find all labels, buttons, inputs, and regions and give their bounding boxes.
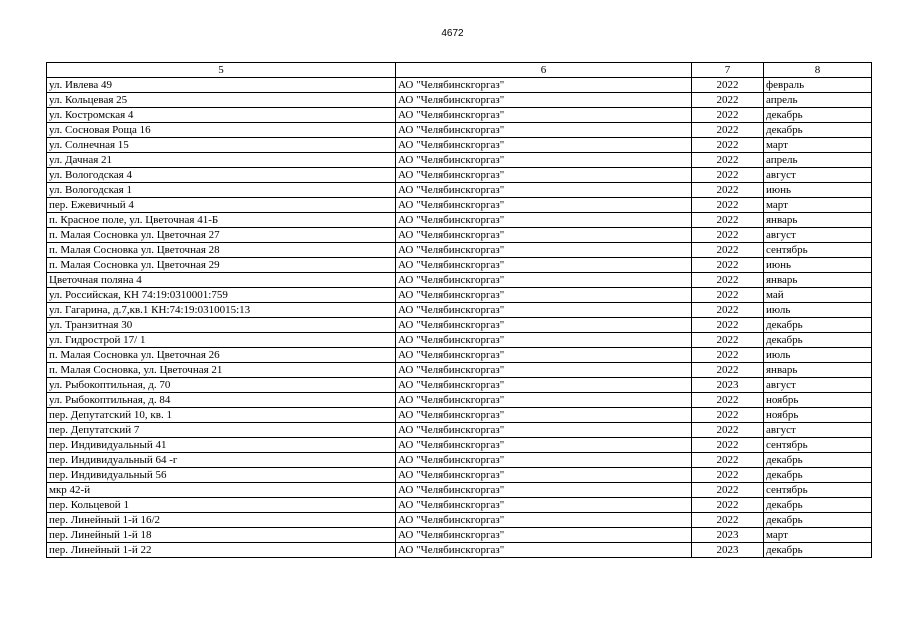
cell-month: август [764,378,872,393]
table-row [47,438,872,453]
cell-year: 2022 [692,513,764,528]
cell-address: ул. Транзитная 30 [47,318,396,333]
cell-address: ул. Костромская 4 [47,108,396,123]
cell-year: 2023 [692,528,764,543]
table-row [47,333,872,348]
cell-organization: АО "Челябинскгоргаз" [396,153,692,168]
cell-month: апрель [764,153,872,168]
table-row [47,528,872,543]
table-row [47,93,872,108]
cell-organization: АО "Челябинскгоргаз" [396,363,692,378]
cell-organization: АО "Челябинскгоргаз" [396,468,692,483]
cell-address: ул. Вологодская 4 [47,168,396,183]
table-header [47,63,872,78]
cell-year: 2022 [692,363,764,378]
cell-address: ул. Гагарина, д.7,кв.1 КН:74:19:0310015:13 [47,303,396,318]
cell-year: 2022 [692,423,764,438]
column-header-8: 8 [764,63,872,78]
table-row [47,78,872,93]
cell-month: ноябрь [764,408,872,423]
cell-organization: АО "Челябинскгоргаз" [396,108,692,123]
cell-organization: АО "Челябинскгоргаз" [396,183,692,198]
cell-year: 2022 [692,108,764,123]
table-row [47,213,872,228]
cell-month: май [764,288,872,303]
cell-month: июнь [764,183,872,198]
cell-address: ул. Рыбокоптильная, д. 70 [47,378,396,393]
cell-address: пер. Индивидуальный 64 -г [47,453,396,468]
cell-address: ул. Рыбокоптильная, д. 84 [47,393,396,408]
cell-address: ул. Российская, КН 74:19:0310001:759 [47,288,396,303]
cell-year: 2022 [692,333,764,348]
cell-address: пер. Линейный 1-й 18 [47,528,396,543]
cell-organization: АО "Челябинскгоргаз" [396,423,692,438]
cell-month: сентябрь [764,243,872,258]
table-row [47,363,872,378]
cell-address: ул. Гидрострой 17/ 1 [47,333,396,348]
header-row [47,63,872,78]
cell-organization: АО "Челябинскгоргаз" [396,288,692,303]
cell-year: 2022 [692,393,764,408]
cell-year: 2022 [692,138,764,153]
table-row [47,168,872,183]
table-row [47,483,872,498]
cell-month: август [764,228,872,243]
cell-organization: АО "Челябинскгоргаз" [396,198,692,213]
cell-year: 2022 [692,213,764,228]
cell-year: 2022 [692,273,764,288]
cell-address: п. Малая Сосновка ул. Цветочная 27 [47,228,396,243]
cell-month: декабрь [764,543,872,558]
table-row [47,303,872,318]
table-row [47,468,872,483]
cell-month: декабрь [764,108,872,123]
table-row [47,543,872,558]
cell-address: п. Красное поле, ул. Цветочная 41-Б [47,213,396,228]
cell-year: 2022 [692,123,764,138]
table-row [47,273,872,288]
cell-year: 2022 [692,468,764,483]
cell-organization: АО "Челябинскгоргаз" [396,393,692,408]
cell-month: январь [764,273,872,288]
cell-year: 2023 [692,378,764,393]
cell-address: Цветочная поляна 4 [47,273,396,288]
table-row [47,288,872,303]
cell-year: 2023 [692,543,764,558]
cell-organization: АО "Челябинскгоргаз" [396,303,692,318]
table-row [47,198,872,213]
cell-year: 2022 [692,303,764,318]
cell-address: пер. Ежевичный 4 [47,198,396,213]
table-row [47,183,872,198]
cell-year: 2022 [692,168,764,183]
table-row [47,153,872,168]
cell-address: мкр 42-й [47,483,396,498]
cell-month: август [764,168,872,183]
cell-month: сентябрь [764,483,872,498]
cell-month: март [764,528,872,543]
page-number: 4672 [441,28,464,39]
cell-organization: АО "Челябинскгоргаз" [396,528,692,543]
cell-organization: АО "Челябинскгоргаз" [396,93,692,108]
table-row [47,408,872,423]
cell-month: июль [764,303,872,318]
cell-month: февраль [764,78,872,93]
table-row [47,138,872,153]
cell-month: апрель [764,93,872,108]
cell-organization: АО "Челябинскгоргаз" [396,318,692,333]
cell-month: декабрь [764,513,872,528]
cell-year: 2022 [692,228,764,243]
cell-year: 2022 [692,483,764,498]
cell-organization: АО "Челябинскгоргаз" [396,123,692,138]
table-row [47,243,872,258]
cell-month: декабрь [764,318,872,333]
data-table [46,62,872,558]
cell-month: август [764,423,872,438]
cell-address: ул. Вологодская 1 [47,183,396,198]
cell-month: декабрь [764,498,872,513]
table-row [47,378,872,393]
cell-organization: АО "Челябинскгоргаз" [396,498,692,513]
cell-month: июль [764,348,872,363]
cell-year: 2022 [692,78,764,93]
cell-organization: АО "Челябинскгоргаз" [396,543,692,558]
cell-organization: АО "Челябинскгоргаз" [396,438,692,453]
cell-month: март [764,198,872,213]
cell-address: ул. Солнечная 15 [47,138,396,153]
cell-address: пер. Индивидуальный 41 [47,438,396,453]
cell-year: 2022 [692,183,764,198]
cell-organization: АО "Челябинскгоргаз" [396,513,692,528]
cell-year: 2022 [692,498,764,513]
table-row [47,108,872,123]
table-row [47,513,872,528]
cell-organization: АО "Челябинскгоргаз" [396,453,692,468]
cell-month: декабрь [764,123,872,138]
cell-address: пер. Линейный 1-й 16/2 [47,513,396,528]
cell-month: март [764,138,872,153]
cell-organization: АО "Челябинскгоргаз" [396,348,692,363]
cell-organization: АО "Челябинскгоргаз" [396,228,692,243]
cell-address: пер. Кольцевой 1 [47,498,396,513]
cell-address: пер. Депутатский 7 [47,423,396,438]
cell-address: п. Малая Сосновка ул. Цветочная 26 [47,348,396,363]
table-body [47,78,872,558]
cell-month: январь [764,363,872,378]
cell-address: ул. Сосновая Роща 16 [47,123,396,138]
cell-organization: АО "Челябинскгоргаз" [396,243,692,258]
cell-year: 2022 [692,288,764,303]
cell-organization: АО "Челябинскгоргаз" [396,258,692,273]
cell-organization: АО "Челябинскгоргаз" [396,168,692,183]
column-header-7: 7 [692,63,764,78]
table-row [47,348,872,363]
table-row [47,453,872,468]
cell-organization: АО "Челябинскгоргаз" [396,273,692,288]
cell-organization: АО "Челябинскгоргаз" [396,78,692,93]
cell-month: декабрь [764,333,872,348]
column-header-6: 6 [396,63,692,78]
table-row [47,123,872,138]
cell-year: 2022 [692,258,764,273]
column-header-5: 5 [47,63,396,78]
cell-year: 2022 [692,438,764,453]
cell-organization: АО "Челябинскгоргаз" [396,333,692,348]
table-row [47,498,872,513]
cell-organization: АО "Челябинскгоргаз" [396,408,692,423]
cell-month: декабрь [764,453,872,468]
cell-month: декабрь [764,468,872,483]
cell-month: сентябрь [764,438,872,453]
cell-year: 2022 [692,198,764,213]
cell-year: 2022 [692,93,764,108]
cell-address: п. Малая Сосновка ул. Цветочная 29 [47,258,396,273]
cell-year: 2022 [692,453,764,468]
cell-address: пер. Депутатский 10, кв. 1 [47,408,396,423]
cell-year: 2022 [692,348,764,363]
table-row [47,423,872,438]
cell-year: 2022 [692,318,764,333]
cell-address: ул. Дачная 21 [47,153,396,168]
cell-organization: АО "Челябинскгоргаз" [396,138,692,153]
cell-address: п. Малая Сосновка, ул. Цветочная 21 [47,363,396,378]
table-row [47,258,872,273]
table-row [47,393,872,408]
cell-address: п. Малая Сосновка ул. Цветочная 28 [47,243,396,258]
cell-year: 2022 [692,408,764,423]
cell-address: ул. Ивлева 49 [47,78,396,93]
cell-year: 2022 [692,243,764,258]
cell-month: июнь [764,258,872,273]
cell-address: пер. Индивидуальный 56 [47,468,396,483]
cell-organization: АО "Челябинскгоргаз" [396,213,692,228]
cell-month: ноябрь [764,393,872,408]
table-row [47,228,872,243]
cell-organization: АО "Челябинскгоргаз" [396,483,692,498]
cell-year: 2022 [692,153,764,168]
cell-month: январь [764,213,872,228]
cell-address: ул. Кольцевая 25 [47,93,396,108]
table-row [47,318,872,333]
cell-address: пер. Линейный 1-й 22 [47,543,396,558]
cell-organization: АО "Челябинскгоргаз" [396,378,692,393]
